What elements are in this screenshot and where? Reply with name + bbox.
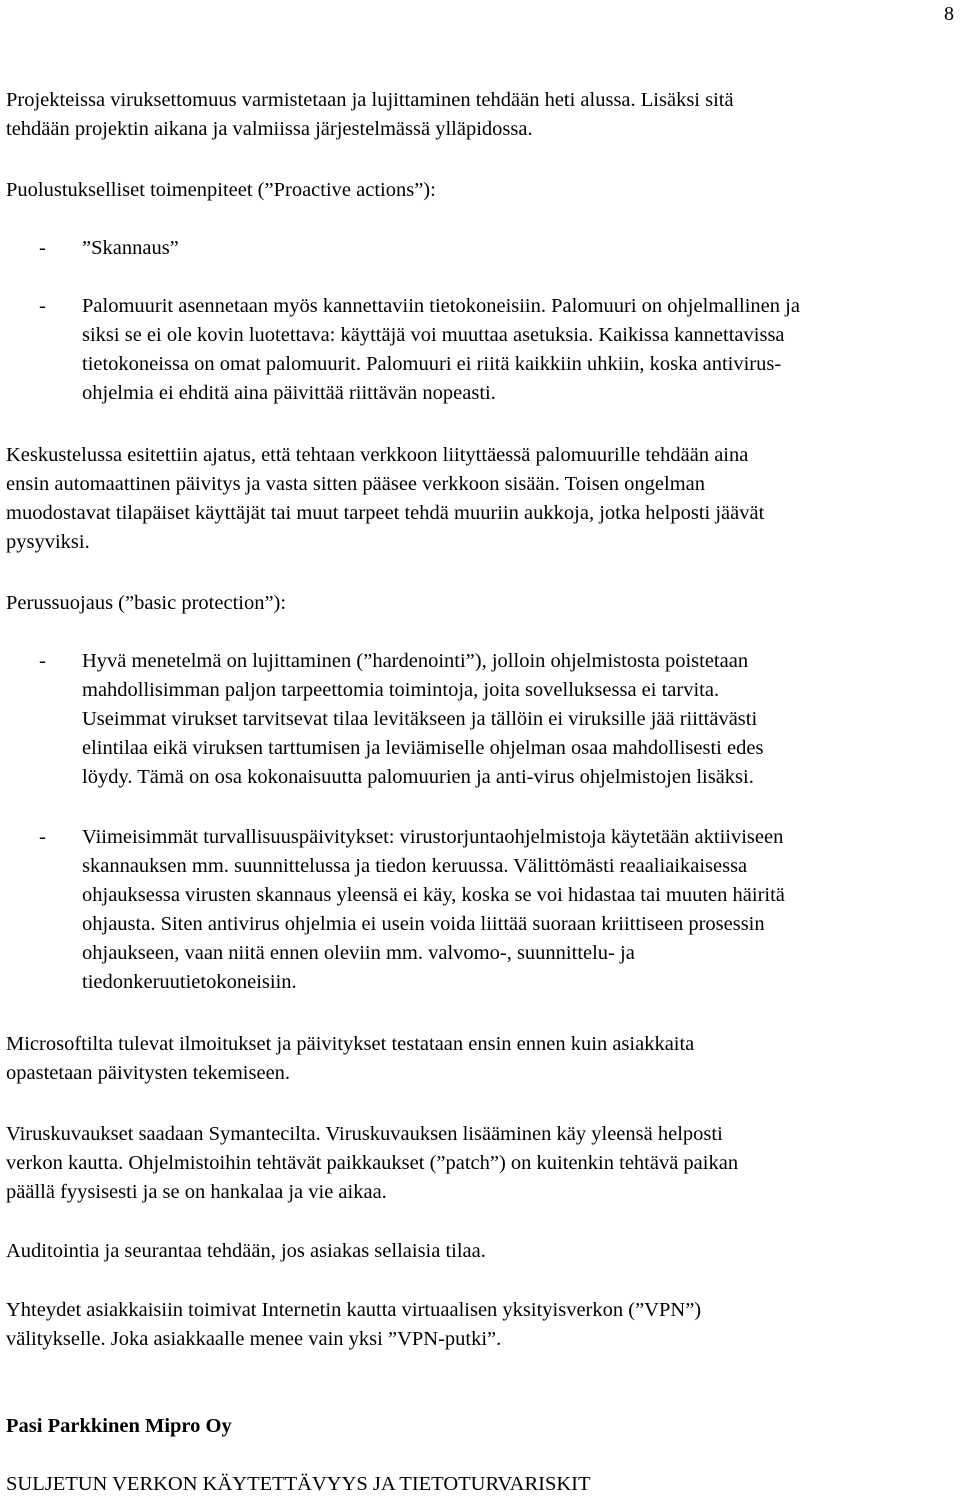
paragraph-line: Keskustelussa esitettiin ajatus, että tehtaan verkkoon liityttäessä palomuurille tehdään aina <box>6 444 749 466</box>
paragraph-line: välitykselle. Joka asiakkaalle menee vain yksi ”VPN-putki”. <box>6 1328 502 1350</box>
list-item-text: tietokoneissa on omat palomuurit. Palomuuri ei riitä kaikkiin uhkiin, koska antivirus- <box>82 353 782 375</box>
list-item-text: Viimeisimmät turvallisuuspäivitykset: virustorjuntaohjelmistoja käytetään aktiiviseen <box>82 826 784 848</box>
page-number: 8 <box>944 3 954 25</box>
list-bullet: - <box>39 237 46 259</box>
paragraph-line: Microsoftilta tulevat ilmoitukset ja päivitykset testataan ensin ennen kuin asiakkaita <box>6 1033 695 1055</box>
paragraph-line: ensin automaattinen päivitys ja vasta sitten pääsee verkkoon sisään. Toisen ongelman <box>6 473 705 495</box>
list-item-text: ohjauksessa virusten skannaus yleensä ei käy, koska se voi hidastaa tai muuten häiritä <box>82 884 785 906</box>
paragraph-line: tehdään projektin aikana ja valmiissa järjestelmässä ylläpidossa. <box>6 118 533 140</box>
list-item-text: mahdollisimman paljon tarpeettomia toimintoja, joita sovelluksessa ei tarvita. <box>82 679 720 701</box>
list-item-text: löydy. Tämä on osa kokonaisuutta palomuurien ja anti-virus ohjelmistojen lisäksi. <box>82 766 754 788</box>
author-line: Pasi Parkkinen Mipro Oy <box>6 1415 232 1437</box>
paragraph-line: päällä fyysisesti ja se on hankalaa ja vie aikaa. <box>6 1181 387 1203</box>
list-item-text: siksi se ei ole kovin luotettava: käyttäjä voi muuttaa asetuksia. Kaikissa kannettavissa <box>82 324 785 346</box>
list-item-text: ohjelmia ei ehditä aina päivittää riittävän nopeasti. <box>82 382 496 404</box>
paragraph-line: pysyviksi. <box>6 531 90 553</box>
list-item-text: ”Skannaus” <box>82 237 179 259</box>
document-title-footer: SULJETUN VERKON KÄYTETTÄVYYS JA TIETOTURVARISKIT <box>6 1473 591 1495</box>
list-item-text: Hyvä menetelmä on lujittaminen (”hardenointi”), jolloin ohjelmistosta poistetaan <box>82 650 749 672</box>
list-item-text: tiedonkeruutietokoneisiin. <box>82 971 297 993</box>
list-item-text: ohjaukseen, vaan niitä ennen oleviin mm. valvomo-, suunnittelu- ja <box>82 942 635 964</box>
paragraph-line: Auditointia ja seurantaa tehdään, jos asiakas sellaisia tilaa. <box>6 1240 486 1262</box>
section-heading-proactive: Puolustukselliset toimenpiteet (”Proactive actions”): <box>6 179 436 201</box>
list-bullet: - <box>39 650 46 672</box>
section-heading-basic: Perussuojaus (”basic protection”): <box>6 592 287 614</box>
list-item-text: skannauksen mm. suunnittelussa ja tiedon keruussa. Välittömästi reaaliaikaisessa <box>82 855 748 877</box>
paragraph-line: Yhteydet asiakkaisiin toimivat Internetin kautta virtuaalisen yksityisverkon (”VPN”) <box>6 1299 702 1321</box>
list-item-text: ohjausta. Siten antivirus ohjelmia ei usein voida liittää suoraan kriittiseen prosessin <box>82 913 765 935</box>
list-item-text: elintilaa eikä viruksen tarttumisen ja leviämiselle ohjelman osaa mahdollisesti edes <box>82 737 764 759</box>
paragraph-line: Projekteissa viruksettomuus varmistetaan ja lujittaminen tehdään heti alussa. Lisäksi sitä <box>6 89 734 111</box>
paragraph-line: verkon kautta. Ohjelmistoihin tehtävät paikkaukset (”patch”) on kuitenkin tehtävä paikan <box>6 1152 739 1174</box>
list-item-text: Palomuurit asennetaan myös kannettaviin tietokoneisiin. Palomuuri on ohjelmallinen ja <box>82 295 800 317</box>
list-bullet: - <box>39 295 46 317</box>
paragraph-line: opastetaan päivitysten tekemiseen. <box>6 1062 291 1084</box>
list-bullet: - <box>39 826 46 848</box>
paragraph-line: muodostavat tilapäiset käyttäjät tai muut tarpeet tehdä muuriin aukkoja, jotka helposti jäävät <box>6 502 765 524</box>
paragraph-line: Viruskuvaukset saadaan Symantecilta. Viruskuvauksen lisääminen käy yleensä helposti <box>6 1123 723 1145</box>
list-item-text: Useimmat virukset tarvitsevat tilaa levitäkseen ja tällöin ei viruksille jää riittävästi <box>82 708 758 730</box>
